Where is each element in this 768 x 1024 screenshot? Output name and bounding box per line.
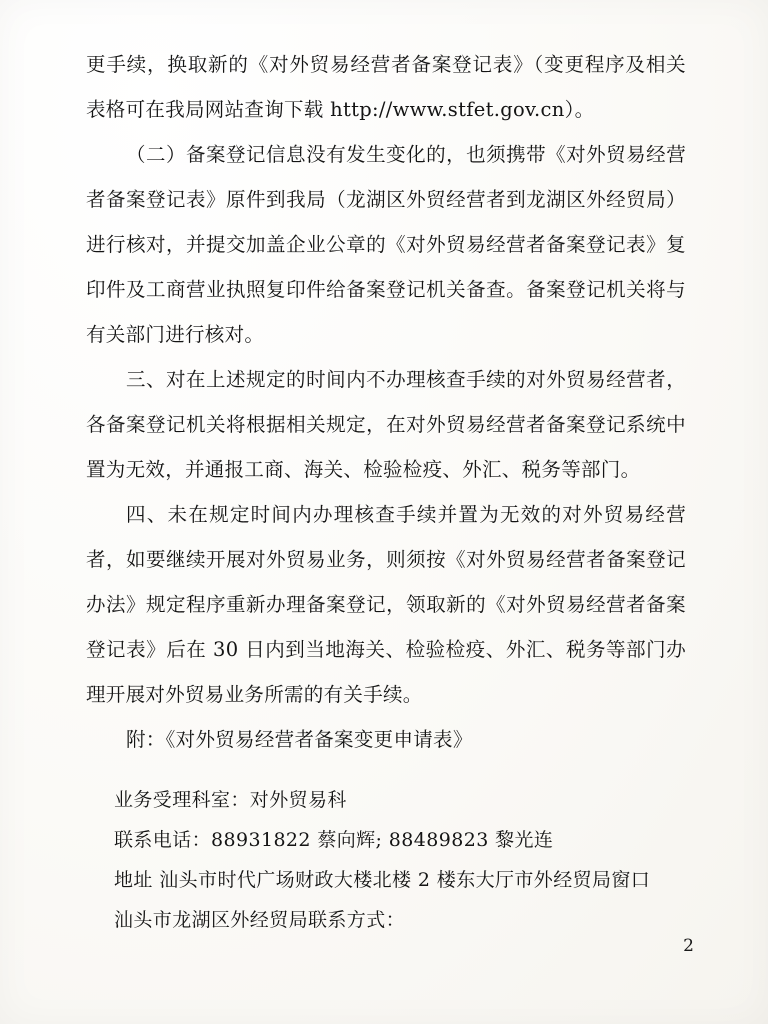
paragraph-attachment: 附：《对外贸易经营者备案变更申请表》 xyxy=(126,728,473,751)
paragraph-continued: 更手续，换取新的《对外贸易经营者备案登记表》（变更程序及相关表格可在我局网站查询下载 http://www.stfet.gov.cn）。 xyxy=(86,53,686,121)
paragraph-item-4: 四、未在规定时间内办理核查手续并置为无效的对外贸易经营者，如要继续开展对外贸易业务，则须按《对外贸易经营者备案登记办法》规定程序重新办理备案登记，领取新的《对外贸易经营者备案登记表》后在 30 日内到当地海关、检验检疫、外汇、税务等部门办理开展对外贸易业务所需的有关手续。 xyxy=(86,503,686,706)
contact-address: 地址 汕头市时代广场财政大楼北楼 2 楼东大厅市外经贸局窗口 xyxy=(114,869,651,891)
document-body xyxy=(86,42,686,762)
page-number: 2 xyxy=(683,936,694,956)
contact-branch: 汕头市龙湖区外经贸局联系方式： xyxy=(114,909,406,931)
paragraph-item-3: 三、对在上述规定的时间内不办理核查手续的对外贸易经营者，各备案登记机关将根据相关规定，在对外贸易经营者备案登记系统中置为无效，并通报工商、海关、检验检疫、外汇、税务等部门。 xyxy=(86,368,686,481)
contact-department: 业务受理科室：对外贸易科 xyxy=(114,789,347,811)
contact-phone: 联系电话：88931822 蔡向辉; 88489823 黎光连 xyxy=(114,829,554,851)
contact-block xyxy=(114,780,694,940)
paragraph-item-2: （二）备案登记信息没有发生变化的，也须携带《对外贸易经营者备案登记表》原件到我局（龙湖区外贸经营者到龙湖区外经贸局）进行核对，并提交加盖企业公章的《对外贸易经营者备案登记表》复印件及工商营业执照复印件给备案登记机关备查。备案登记机关将与有关部门进行核对。 xyxy=(86,143,686,346)
